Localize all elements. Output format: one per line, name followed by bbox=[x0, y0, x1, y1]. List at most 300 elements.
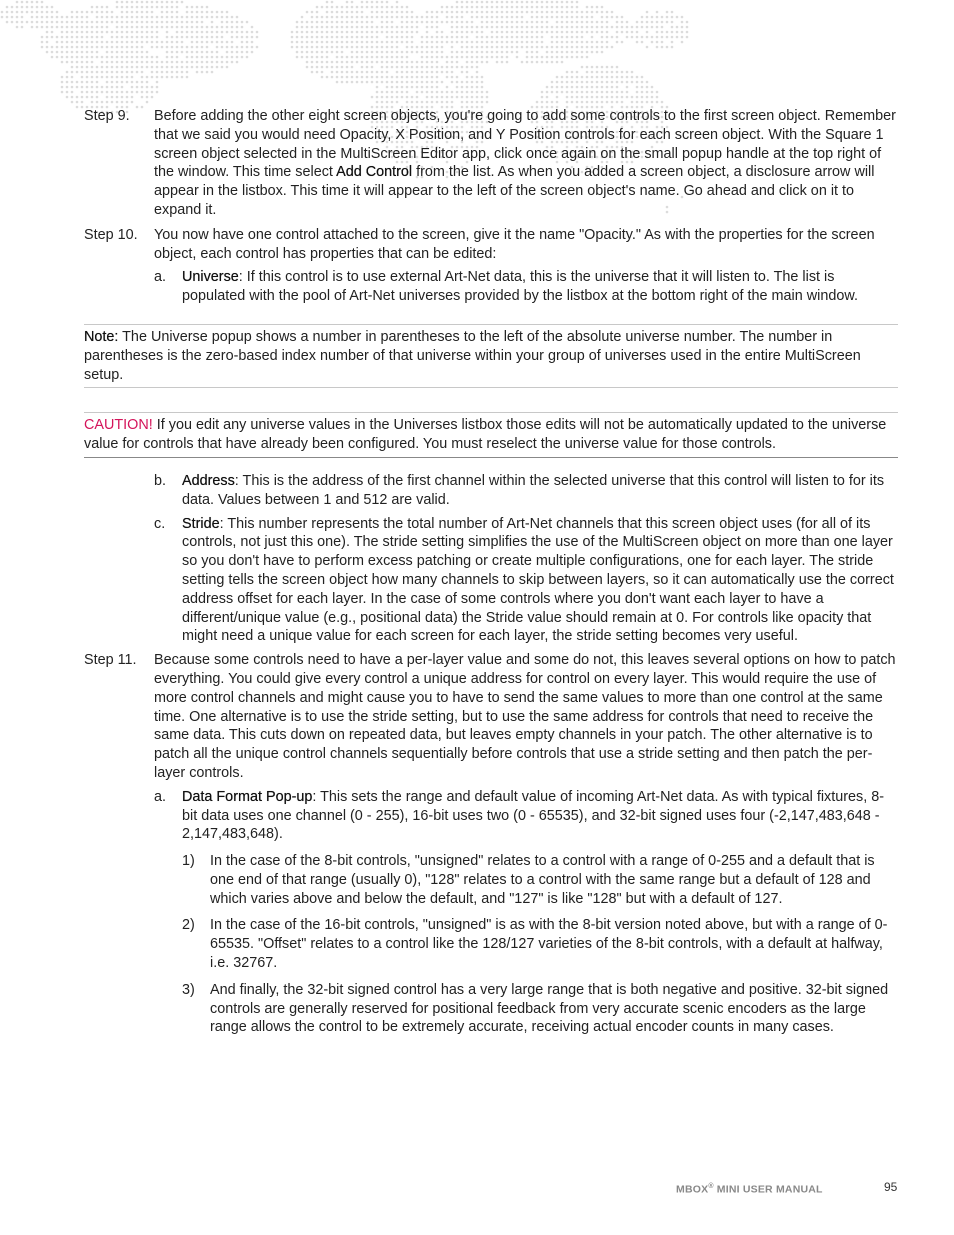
map-dot bbox=[216, 26, 219, 29]
map-dot bbox=[501, 31, 504, 34]
map-dot bbox=[101, 66, 104, 69]
map-dot bbox=[571, 31, 574, 34]
map-dot bbox=[226, 41, 229, 44]
map-dot bbox=[611, 71, 614, 74]
map-dot bbox=[116, 51, 119, 54]
map-dot bbox=[341, 41, 344, 44]
map-dot bbox=[661, 41, 664, 44]
map-dot bbox=[176, 1, 179, 4]
map-dot bbox=[496, 1, 499, 4]
map-dot bbox=[371, 76, 374, 79]
map-dot bbox=[61, 51, 64, 54]
map-dot bbox=[601, 86, 604, 89]
map-dot bbox=[381, 71, 384, 74]
map-dot bbox=[566, 101, 569, 104]
map-dot bbox=[561, 1, 564, 4]
page-number: 95 bbox=[884, 1180, 898, 1194]
map-dot bbox=[641, 36, 644, 39]
map-dot bbox=[571, 36, 574, 39]
map-dot bbox=[331, 46, 334, 49]
map-dot bbox=[616, 96, 619, 99]
map-dot bbox=[436, 86, 439, 89]
map-dot bbox=[686, 31, 689, 34]
map-dot bbox=[616, 36, 619, 39]
map-dot bbox=[601, 81, 604, 84]
map-dot bbox=[31, 6, 34, 9]
map-dot bbox=[496, 36, 499, 39]
property-term: Data Format Pop-up bbox=[182, 788, 313, 805]
map-dot bbox=[296, 31, 299, 34]
map-dot bbox=[61, 36, 64, 39]
map-dot bbox=[476, 6, 479, 9]
map-dot bbox=[86, 81, 89, 84]
map-dot bbox=[201, 31, 204, 34]
map-dot bbox=[136, 56, 139, 59]
map-dot bbox=[221, 11, 224, 14]
map-dot bbox=[201, 11, 204, 14]
map-dot bbox=[456, 76, 459, 79]
map-dot bbox=[561, 16, 564, 19]
map-dot bbox=[96, 101, 99, 104]
map-dot bbox=[576, 1, 579, 4]
numbered-item-3 bbox=[182, 981, 898, 1037]
map-dot bbox=[186, 61, 189, 64]
map-dot bbox=[641, 86, 644, 89]
caution-text: If you edit any universe values in the Universes listbox those edits will not be automatically updated to the universe value for controls that have already been configured. You must reselect the universe value for those controls. bbox=[84, 417, 887, 453]
map-dot bbox=[576, 41, 579, 44]
map-dot bbox=[671, 46, 674, 49]
map-dot bbox=[221, 21, 224, 24]
map-dot bbox=[336, 76, 339, 79]
map-dot bbox=[446, 11, 449, 14]
map-dot bbox=[141, 6, 144, 9]
map-dot bbox=[186, 6, 189, 9]
map-dot bbox=[581, 36, 584, 39]
map-dot bbox=[671, 26, 674, 29]
map-dot bbox=[216, 16, 219, 19]
map-dot bbox=[126, 26, 129, 29]
map-dot bbox=[91, 6, 94, 9]
map-dot bbox=[446, 56, 449, 59]
map-dot bbox=[81, 21, 84, 24]
map-dot bbox=[376, 41, 379, 44]
map-dot bbox=[316, 61, 319, 64]
map-dot bbox=[406, 86, 409, 89]
map-dot bbox=[371, 41, 374, 44]
map-dot bbox=[511, 41, 514, 44]
map-dot bbox=[506, 56, 509, 59]
map-dot bbox=[446, 96, 449, 99]
map-dot bbox=[456, 6, 459, 9]
map-dot bbox=[241, 46, 244, 49]
map-dot bbox=[411, 81, 414, 84]
map-dot bbox=[326, 6, 329, 9]
map-dot bbox=[426, 41, 429, 44]
map-dot bbox=[426, 71, 429, 74]
map-dot bbox=[16, 1, 19, 4]
map-dot bbox=[651, 96, 654, 99]
map-dot bbox=[311, 71, 314, 74]
map-dot bbox=[616, 16, 619, 19]
map-dot bbox=[391, 11, 394, 14]
map-dot bbox=[136, 86, 139, 89]
list-marker: b. bbox=[154, 472, 167, 489]
map-dot bbox=[51, 6, 54, 9]
map-dot bbox=[361, 11, 364, 14]
map-dot bbox=[196, 71, 199, 74]
map-dot bbox=[361, 66, 364, 69]
map-dot bbox=[141, 71, 144, 74]
map-dot bbox=[656, 36, 659, 39]
map-dot bbox=[391, 36, 394, 39]
map-dot bbox=[551, 36, 554, 39]
map-dot bbox=[446, 71, 449, 74]
map-dot bbox=[326, 76, 329, 79]
map-dot bbox=[181, 46, 184, 49]
map-dot bbox=[301, 26, 304, 29]
map-dot bbox=[71, 66, 74, 69]
map-dot bbox=[581, 51, 584, 54]
map-dot bbox=[606, 86, 609, 89]
map-dot bbox=[516, 51, 519, 54]
property-text bbox=[182, 515, 898, 647]
map-dot bbox=[496, 6, 499, 9]
map-dot bbox=[436, 31, 439, 34]
map-dot bbox=[526, 6, 529, 9]
map-dot bbox=[436, 76, 439, 79]
map-dot bbox=[196, 16, 199, 19]
map-dot bbox=[501, 46, 504, 49]
map-dot bbox=[166, 11, 169, 14]
map-dot bbox=[526, 51, 529, 54]
map-dot bbox=[346, 61, 349, 64]
map-dot bbox=[661, 31, 664, 34]
map-dot bbox=[211, 31, 214, 34]
map-dot bbox=[486, 36, 489, 39]
map-dot bbox=[91, 81, 94, 84]
map-dot bbox=[246, 51, 249, 54]
map-dot bbox=[91, 61, 94, 64]
map-dot bbox=[421, 51, 424, 54]
map-dot bbox=[431, 86, 434, 89]
map-dot bbox=[346, 11, 349, 14]
map-dot bbox=[681, 26, 684, 29]
map-dot bbox=[586, 31, 589, 34]
caution-label: CAUTION! bbox=[84, 417, 153, 434]
map-dot bbox=[481, 86, 484, 89]
map-dot bbox=[306, 26, 309, 29]
property-description: : This sets the range and default value of incoming Art-Net data. As with typical fixtures, 8-bit data uses one channel (0 - 255), 16-bit uses two (0 - 65535), and 32-bit signed uses four (-2,147,483,648 - 2,147,483,648). bbox=[182, 788, 885, 843]
map-dot bbox=[486, 11, 489, 14]
map-dot bbox=[461, 66, 464, 69]
map-dot bbox=[451, 31, 454, 34]
map-dot bbox=[126, 91, 129, 94]
map-dot bbox=[506, 21, 509, 24]
map-dot bbox=[411, 36, 414, 39]
map-dot bbox=[356, 31, 359, 34]
map-dot bbox=[151, 86, 154, 89]
map-dot bbox=[71, 51, 74, 54]
map-dot bbox=[206, 61, 209, 64]
step-11 bbox=[84, 651, 898, 1042]
map-dot bbox=[141, 66, 144, 69]
map-dot bbox=[556, 101, 559, 104]
map-dot bbox=[396, 61, 399, 64]
map-dot bbox=[301, 21, 304, 24]
map-dot bbox=[366, 66, 369, 69]
map-dot bbox=[26, 11, 29, 14]
map-dot bbox=[596, 71, 599, 74]
map-dot bbox=[426, 81, 429, 84]
map-dot bbox=[421, 56, 424, 59]
map-dot bbox=[411, 46, 414, 49]
map-dot bbox=[231, 21, 234, 24]
map-dot bbox=[121, 56, 124, 59]
map-dot bbox=[551, 86, 554, 89]
map-dot bbox=[386, 76, 389, 79]
map-dot bbox=[146, 66, 149, 69]
map-dot bbox=[181, 66, 184, 69]
map-dot bbox=[311, 56, 314, 59]
map-dot bbox=[91, 96, 94, 99]
map-dot bbox=[531, 1, 534, 4]
map-dot bbox=[436, 21, 439, 24]
map-dot bbox=[461, 11, 464, 14]
map-dot bbox=[16, 11, 19, 14]
map-dot bbox=[21, 1, 24, 4]
map-dot bbox=[156, 81, 159, 84]
map-dot bbox=[396, 46, 399, 49]
map-dot bbox=[351, 6, 354, 9]
map-dot bbox=[406, 11, 409, 14]
map-dot bbox=[376, 91, 379, 94]
step-intro: You now have one control attached to the screen, give it the name "Opacity." As with the properties for the screen object, each control has properties that can be edited: bbox=[154, 226, 875, 262]
map-dot bbox=[636, 96, 639, 99]
map-dot bbox=[241, 26, 244, 29]
map-dot bbox=[96, 6, 99, 9]
map-dot bbox=[476, 16, 479, 19]
map-dot bbox=[451, 61, 454, 64]
map-dot bbox=[571, 81, 574, 84]
map-dot bbox=[676, 26, 679, 29]
map-dot bbox=[1, 11, 4, 14]
map-dot bbox=[226, 26, 229, 29]
map-dot bbox=[586, 66, 589, 69]
map-dot bbox=[346, 36, 349, 39]
map-dot bbox=[341, 51, 344, 54]
map-dot bbox=[341, 71, 344, 74]
map-dot bbox=[401, 61, 404, 64]
map-dot bbox=[241, 41, 244, 44]
step-10-continued bbox=[154, 472, 898, 646]
map-dot bbox=[401, 21, 404, 24]
map-dot bbox=[406, 21, 409, 24]
map-dot bbox=[251, 26, 254, 29]
map-dot bbox=[651, 26, 654, 29]
map-dot bbox=[81, 51, 84, 54]
map-dot bbox=[551, 61, 554, 64]
map-dot bbox=[76, 66, 79, 69]
map-dot bbox=[556, 56, 559, 59]
map-dot bbox=[431, 101, 434, 104]
page-content bbox=[84, 107, 898, 1048]
map-dot bbox=[426, 21, 429, 24]
map-dot bbox=[431, 91, 434, 94]
map-dot bbox=[201, 56, 204, 59]
map-dot bbox=[141, 21, 144, 24]
map-dot bbox=[201, 16, 204, 19]
map-dot bbox=[406, 46, 409, 49]
map-dot bbox=[376, 16, 379, 19]
map-dot bbox=[76, 11, 79, 14]
map-dot bbox=[246, 21, 249, 24]
map-dot bbox=[101, 6, 104, 9]
map-dot bbox=[381, 61, 384, 64]
map-dot bbox=[411, 21, 414, 24]
map-dot bbox=[216, 41, 219, 44]
map-dot bbox=[126, 11, 129, 14]
map-dot bbox=[546, 91, 549, 94]
property-address bbox=[154, 472, 898, 510]
map-dot bbox=[96, 96, 99, 99]
map-dot bbox=[586, 101, 589, 104]
map-dot bbox=[586, 51, 589, 54]
map-dot bbox=[511, 1, 514, 4]
map-dot bbox=[101, 56, 104, 59]
map-dot bbox=[601, 21, 604, 24]
map-dot bbox=[141, 31, 144, 34]
map-dot bbox=[641, 21, 644, 24]
map-dot bbox=[521, 6, 524, 9]
map-dot bbox=[576, 76, 579, 79]
map-dot bbox=[251, 51, 254, 54]
map-dot bbox=[441, 66, 444, 69]
map-dot bbox=[341, 6, 344, 9]
map-dot bbox=[526, 56, 529, 59]
map-dot bbox=[601, 51, 604, 54]
map-dot bbox=[241, 21, 244, 24]
map-dot bbox=[566, 11, 569, 14]
map-dot bbox=[516, 21, 519, 24]
map-dot bbox=[466, 66, 469, 69]
map-dot bbox=[406, 51, 409, 54]
map-dot bbox=[611, 16, 614, 19]
map-dot bbox=[166, 56, 169, 59]
map-dot bbox=[376, 31, 379, 34]
map-dot bbox=[451, 36, 454, 39]
map-dot bbox=[131, 56, 134, 59]
map-dot bbox=[411, 41, 414, 44]
map-dot bbox=[616, 66, 619, 69]
map-dot bbox=[366, 6, 369, 9]
map-dot bbox=[531, 36, 534, 39]
map-dot bbox=[516, 11, 519, 14]
map-dot bbox=[366, 1, 369, 4]
map-dot bbox=[346, 46, 349, 49]
map-dot bbox=[106, 46, 109, 49]
map-dot bbox=[136, 21, 139, 24]
map-dot bbox=[166, 21, 169, 24]
map-dot bbox=[456, 1, 459, 4]
map-dot bbox=[71, 26, 74, 29]
map-dot bbox=[371, 16, 374, 19]
map-dot bbox=[186, 36, 189, 39]
map-dot bbox=[561, 46, 564, 49]
map-dot bbox=[136, 16, 139, 19]
map-dot bbox=[331, 71, 334, 74]
map-dot bbox=[296, 56, 299, 59]
map-dot bbox=[206, 11, 209, 14]
map-dot bbox=[166, 36, 169, 39]
map-dot bbox=[371, 36, 374, 39]
map-dot bbox=[596, 51, 599, 54]
map-dot bbox=[466, 56, 469, 59]
map-dot bbox=[156, 36, 159, 39]
map-dot bbox=[541, 6, 544, 9]
map-dot bbox=[381, 51, 384, 54]
map-dot bbox=[206, 31, 209, 34]
map-dot bbox=[26, 21, 29, 24]
map-dot bbox=[566, 16, 569, 19]
map-dot bbox=[96, 46, 99, 49]
map-dot bbox=[121, 86, 124, 89]
map-dot bbox=[6, 6, 9, 9]
map-dot bbox=[471, 11, 474, 14]
map-dot bbox=[601, 26, 604, 29]
map-dot bbox=[656, 21, 659, 24]
map-dot bbox=[196, 66, 199, 69]
list-marker: c. bbox=[154, 515, 166, 532]
map-dot bbox=[341, 61, 344, 64]
map-dot bbox=[121, 1, 124, 4]
map-dot bbox=[421, 46, 424, 49]
map-dot bbox=[566, 56, 569, 59]
map-dot bbox=[26, 6, 29, 9]
map-dot bbox=[381, 91, 384, 94]
map-dot bbox=[151, 56, 154, 59]
map-dot bbox=[376, 26, 379, 29]
map-dot bbox=[166, 16, 169, 19]
map-dot bbox=[566, 91, 569, 94]
map-dot bbox=[126, 51, 129, 54]
map-dot bbox=[41, 36, 44, 39]
map-dot bbox=[426, 61, 429, 64]
map-dot bbox=[581, 31, 584, 34]
map-dot bbox=[496, 41, 499, 44]
map-dot bbox=[221, 16, 224, 19]
map-dot bbox=[471, 6, 474, 9]
map-dot bbox=[441, 11, 444, 14]
map-dot bbox=[621, 16, 624, 19]
map-dot bbox=[426, 91, 429, 94]
map-dot bbox=[596, 76, 599, 79]
map-dot bbox=[446, 86, 449, 89]
map-dot bbox=[326, 61, 329, 64]
map-dot bbox=[526, 31, 529, 34]
map-dot bbox=[621, 101, 624, 104]
map-dot bbox=[451, 56, 454, 59]
caution-box bbox=[84, 412, 898, 458]
map-dot bbox=[101, 71, 104, 74]
map-dot bbox=[621, 41, 624, 44]
map-dot bbox=[61, 56, 64, 59]
map-dot bbox=[171, 26, 174, 29]
map-dot bbox=[561, 26, 564, 29]
map-dot bbox=[41, 11, 44, 14]
map-dot bbox=[201, 41, 204, 44]
map-dot bbox=[481, 1, 484, 4]
map-dot bbox=[196, 31, 199, 34]
